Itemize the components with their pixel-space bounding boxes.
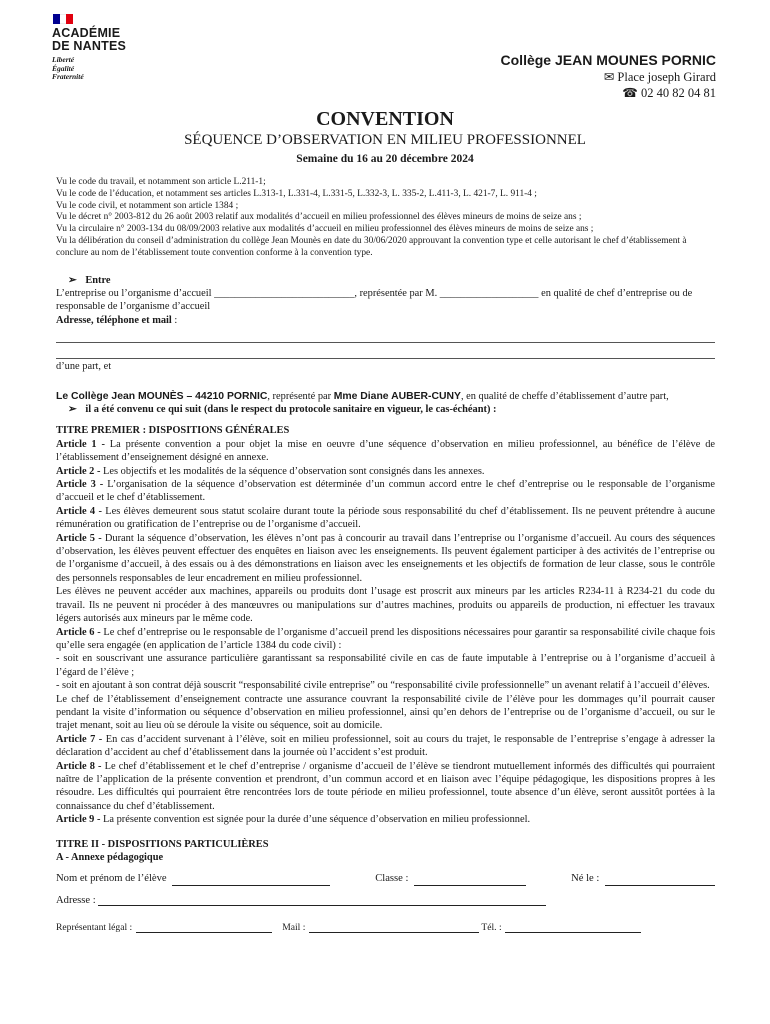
college-name: Le Collège Jean MOUNÈS – 44210 PORNIC — [56, 390, 268, 402]
chef-paragraph: Le chef de l’établissement d’enseignement contracte une assurance couvrant la responsabilité civile de l’élève pour les dommages qu’il pourrait causer pendant la visite d’information ou séquence d’observation en milieu professionnel, ainsi qu’en dehors de l’entreprise ou de l’organisme d’accueil, ou sur le trajet menant, soit au lieu où se déroule la visite ou séquence, soit au domicile. — [56, 693, 715, 732]
logo-nantes: DE NANTES — [52, 39, 127, 53]
class-field[interactable] — [414, 874, 526, 886]
article-label: Article 8 - — [56, 760, 102, 772]
article-label: Article 7 - — [56, 733, 103, 745]
reference-line: Vu le décret n° 2003-812 du 26 août 2003 relatif aux modalités d’accueil en milieu professionnel des élèves mineurs de moins de seize ans ; — [56, 212, 582, 223]
article-text: La présente convention a pour objet la mise en oeuvre d’une séquence d’observation en milieu professionnel, au bénéfice de l’élève de l’établissement d’enseignement désigné en annexe. — [56, 438, 715, 464]
article-label: Article 9 - — [56, 814, 101, 826]
entre-label: Entre — [85, 274, 111, 286]
rep-label: Représentant légal : — [56, 922, 133, 934]
agreed-text: il a été convenu ce qui suit (dans le respect du protocole sanitaire en vigueur, le cas-échéant) : — [85, 404, 497, 416]
academie-logo — [52, 14, 152, 82]
school-phone-line — [501, 85, 716, 101]
article-label: Article 3 - — [56, 479, 104, 491]
company-line: L’entreprise ou l’organisme d’accueil ___________________________, représentée par M. ___________________ en qualité de chef d’entreprise ou de responsable de l’organisme d’accueil — [56, 287, 693, 313]
school-phone: 02 40 82 04 81 — [641, 86, 716, 100]
machines-paragraph: Les élèves ne peuvent accéder aux machines, appareils ou produits dont l’usage est proscrit aux mineurs par les articles R234-11 à R234-21 du code du travail. Ils ne peuvent ni procéder à des manœuvres ou manipulations sur d’autres machines, produits ou appareils de production, ni effectuer les travaux légers autorisés aux mineurs par le même code. — [56, 586, 715, 625]
student-address-field[interactable] — [98, 894, 546, 906]
arrow-bullet-icon: ➢ — [68, 404, 77, 416]
reference-line: Vu le code du travail, et notamment son article L.211-1; — [56, 177, 266, 187]
blank-line[interactable] — [56, 329, 715, 343]
arrow-bullet-icon: ➢ — [68, 274, 77, 286]
article-label: Article 1 - — [56, 438, 105, 450]
student-address-label: Adresse : — [56, 894, 96, 906]
college-party — [56, 390, 715, 403]
motto-egalite: Égalité — [52, 63, 75, 73]
article-7 — [56, 733, 715, 760]
agreed-line — [56, 403, 715, 416]
blank-line[interactable] — [56, 345, 715, 359]
tel-label: Tél. : — [481, 922, 502, 934]
document-week: Semaine du 16 au 20 décembre 2024 — [296, 153, 474, 165]
director-role: , en qualité de cheffe d’établissement d’autre part, — [460, 390, 669, 402]
class-field-group — [375, 872, 526, 885]
article-5 — [56, 532, 715, 586]
birth-field-group — [571, 872, 715, 885]
article-text: Le chef d’établissement et le chef d’entreprise / organisme d’accueil de l’élève se tiendront mutuellement informés des difficultés qui pourraient naître de l’application de la présente convention et prendront, d’un commun accord et en liaison avec l’équipe pédagogique, les dispositions propres à les résoudre. Les difficultés qui pourraient être rencontrées lors de toute période en milieu professionnel, toute absence d’un élève, seront aussitôt portées à la connaissance du chef d’établissement. — [56, 760, 715, 812]
school-address: Place joseph Girard — [617, 70, 716, 84]
school-header — [501, 52, 716, 101]
article-text: Les élèves demeurent sous statut scolaire durant toute la période sous responsabilité du chef d’établissement. Ils ne peuvent prétendre à aucune rémunération ou gratification de l’entreprise ou de l’organisme d’accueil. — [56, 505, 715, 531]
address-phone-mail — [56, 314, 715, 327]
article-text: L’organisation de la séquence d’observation est déterminée d’un commun accord entre le chef d’entreprise ou le responsable de l’organisme d’accueil et le chef d’établissement. — [56, 479, 715, 504]
entre-line — [56, 274, 715, 287]
articles-1-5 — [56, 438, 715, 827]
marianne-flag-icon — [53, 14, 73, 24]
article-label: Article 2 - — [56, 465, 101, 477]
article-text: Le chef d’entreprise ou le responsable de l’organisme d’accueil prend les dispositions nécessaires pour garantir sa responsabilité civile chaque fois qu’elle sera engagée (en application de l’article 1384 du code civil) : — [56, 626, 715, 651]
article-label: Article 6 - — [56, 626, 101, 638]
represented-label: , représenté par — [267, 390, 334, 402]
envelope-icon: ✉ — [603, 70, 615, 84]
reference-line: Vu le code civil, et notamment son article 1384 ; — [56, 200, 239, 211]
school-address-line — [501, 69, 716, 85]
article-text: En cas d’accident survenant à l’élève, soit en milieu professionnel, soit au cours du trajet, le responsable de l’entreprise s’engage à adresser la déclaration d’accident au chef d’établissement dans la journée où l’accident s’est produit. — [56, 733, 715, 759]
document-title: CONVENTION — [316, 108, 454, 130]
motto-fraternite: Fraternité — [52, 72, 84, 81]
legal-references — [56, 177, 715, 260]
birth-date-field[interactable] — [605, 874, 715, 886]
une-part-line: d’une part, et — [56, 361, 112, 373]
mail-label: Mail : — [282, 922, 306, 934]
article-label: Article 4 - — [56, 505, 102, 517]
article-8 — [56, 760, 715, 814]
class-label: Classe : — [375, 873, 409, 885]
title2-heading: TITRE II - DISPOSITIONS PARTICULIÈRES — [56, 838, 269, 850]
article-6 — [56, 626, 715, 653]
address-colon: : — [171, 314, 178, 326]
logo-academie: ACADÉMIE — [52, 26, 121, 40]
logo-motto — [52, 56, 152, 82]
school-name: Collège JEAN MOUNES PORNIC — [500, 52, 716, 68]
student-label: Nom et prénom de l’élève — [56, 873, 167, 885]
mail-field[interactable] — [309, 921, 479, 933]
student-field-group — [56, 872, 330, 885]
article-6-item: - soit en souscrivant une assurance particulière garantissant sa responsabilité civile en cas de faute imputable à l’entreprise ou à l’organisme d’accueil à l’égard de l’élève ; — [56, 653, 715, 678]
student-name-field[interactable] — [172, 874, 330, 886]
article-text: Durant la séquence d’observation, les élèves n’ont pas à concourir au travail dans l’entreprise ou l’organisme d’accueil. Au cours des séquences d’observation, les élèves peuvent effectuer des enquêtes en liaison avec les enseignements. Ils peuvent également participer à des activités de l’entreprise ou de l’organisme d’accueil, à des essais ou à des démonstrations en liaison avec les enseignements et les objectifs de formation de leur classe, sous le contrôle des personnels responsables de leur encadrement en milieu professionnel. — [56, 532, 715, 584]
article-1 — [56, 438, 715, 465]
reference-line: Vu la délibération du conseil d’administration du collège Jean Mounès en date du 30/06/2020 approuvant la convention type et celle autorisant le chef d’établissement à conclure au nom de l’établissement toute convention conforme à la convention type. — [56, 235, 687, 258]
representative-row — [56, 921, 715, 934]
article-text: La présente convention est signée pour la durée d’une séquence d’observation en milieu professionnel. — [100, 814, 531, 826]
tel-field[interactable] — [505, 921, 641, 933]
article-text: Les objectifs et les modalités de la séquence d’observation sont consignés dans les annexes. — [100, 465, 485, 477]
article-9 — [56, 813, 715, 826]
article-4 — [56, 505, 715, 532]
director-name: Mme Diane AUBER-CUNY — [333, 390, 461, 402]
article-3 — [56, 478, 715, 505]
phone-icon: ☎ — [622, 86, 638, 100]
article-2 — [56, 465, 715, 478]
birth-label: Né le : — [571, 873, 600, 885]
rep-field[interactable] — [136, 921, 272, 933]
article-label: Article 5 - — [56, 532, 102, 544]
student-row — [56, 872, 715, 885]
reference-line: Vu le code de l’éducation, et notamment ses articles L.313-1, L.331-4, L.331-5, L.332-3, L. 335-2, L.411-3, L. 421-7, L. 911-4 ; — [56, 188, 537, 199]
document-subtitle: SÉQUENCE D’OBSERVATION EN MILIEU PROFESSIONNEL — [184, 132, 586, 148]
address-row — [56, 894, 715, 907]
document-titles — [0, 108, 770, 167]
reference-line: Vu la circulaire n° 2003-134 du 08/09/2003 relative aux modalités d’accueil en milieu professionnel des élèves mineurs de moins de seize ans ; — [56, 224, 594, 235]
title1-heading: TITRE PREMIER : DISPOSITIONS GÉNÉRALES — [56, 425, 290, 437]
document-body — [56, 177, 715, 935]
article-6-item: - soit en ajoutant à son contrat déjà souscrit “responsabilité civile entreprise” ou “responsabilité civile professionnelle” un avenant relatif à l’accueil d’élèves. — [56, 680, 710, 692]
motto-liberte: Liberté — [52, 55, 75, 64]
address-phone-mail-label: Adresse, téléphone et mail — [56, 314, 172, 326]
annex-heading: A - Annexe pédagogique — [56, 852, 164, 864]
